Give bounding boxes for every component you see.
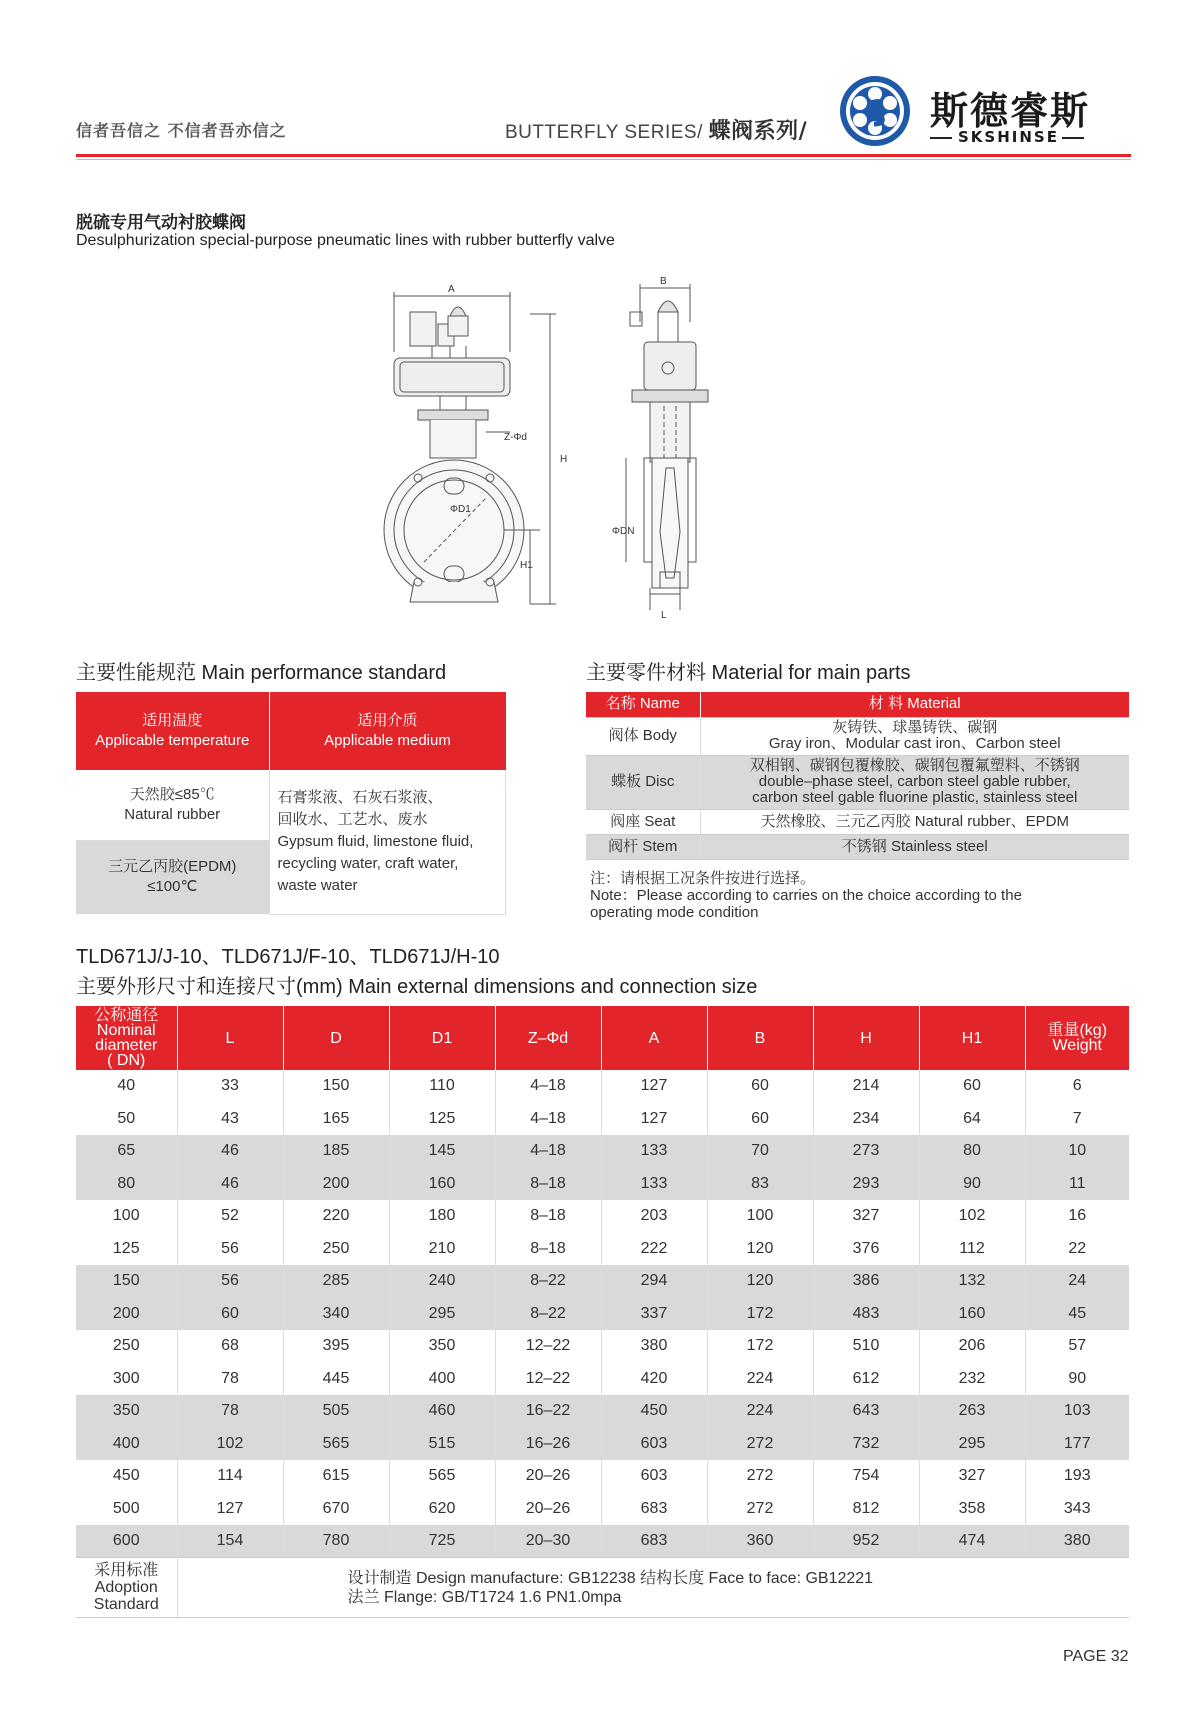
performance-title: 主要性能规范 Main performance standard <box>76 662 447 684</box>
table-cell: 250 <box>283 1233 389 1266</box>
table-row <box>76 1330 1129 1363</box>
header-l: L <box>177 1006 283 1070</box>
material-name: 阀杆 Stem <box>586 834 700 859</box>
material-value <box>700 755 1129 809</box>
dimensions-body <box>76 1070 1129 1558</box>
table-cell: 670 <box>283 1493 389 1526</box>
table-cell: 483 <box>813 1298 919 1331</box>
temp-epdm-cn: 三元乙丙胶(EPDM) <box>108 858 237 876</box>
table-cell: 10 <box>1025 1135 1129 1168</box>
table-cell: 145 <box>389 1135 495 1168</box>
model-numbers: TLD671J/J-10、TLD671J/F-10、TLD671J/H-10 <box>76 946 500 968</box>
table-cell: 78 <box>177 1363 283 1396</box>
table-cell: 193 <box>1025 1460 1129 1493</box>
brand-name-en: SKSHINSE <box>958 128 1059 146</box>
table-cell: 505 <box>283 1395 389 1428</box>
dim-label-dn: ΦDN <box>612 526 635 537</box>
table-cell: 732 <box>813 1428 919 1461</box>
table-row <box>76 1103 1129 1136</box>
standard-label-line: 采用标准 <box>94 1562 159 1579</box>
table-cell: 120 <box>707 1265 813 1298</box>
table-cell: 620 <box>389 1493 495 1526</box>
table-cell: 203 <box>601 1200 707 1233</box>
table-cell: 132 <box>919 1265 1025 1298</box>
table-cell: 57 <box>1025 1330 1129 1363</box>
header-b: B <box>707 1006 813 1070</box>
header-medium-en: Applicable medium <box>324 732 451 749</box>
table-cell: 240 <box>389 1265 495 1298</box>
table-cell: 110 <box>389 1070 495 1103</box>
table-cell: 103 <box>1025 1395 1129 1428</box>
table-cell: 500 <box>76 1493 177 1526</box>
table-cell: 603 <box>601 1428 707 1461</box>
page-number: PAGE 32 <box>1063 1648 1129 1665</box>
table-cell: 68 <box>177 1330 283 1363</box>
table-cell: 293 <box>813 1168 919 1201</box>
header-material: 材 料 Material <box>700 692 1129 717</box>
header-d1: D1 <box>389 1006 495 1070</box>
table-cell: 295 <box>919 1428 1025 1461</box>
table-cell: 133 <box>601 1168 707 1201</box>
table-cell: 120 <box>707 1233 813 1266</box>
table-cell: 295 <box>389 1298 495 1331</box>
temp-epdm-en: ≤100℃ <box>147 878 198 896</box>
table-row <box>76 1200 1129 1233</box>
table-cell: 8–22 <box>495 1298 601 1331</box>
table-row <box>76 1168 1129 1201</box>
table-cell: 125 <box>76 1233 177 1266</box>
table-cell: 460 <box>389 1395 495 1428</box>
header-temperature <box>76 692 269 770</box>
material-line: 灰铸铁、球墨铸铁、碳钢 <box>832 719 998 736</box>
material-row-seat <box>586 809 1129 834</box>
table-cell: 160 <box>919 1298 1025 1331</box>
slogan: 信者吾信之 不信者吾亦信之 <box>76 121 287 140</box>
material-row-disc <box>586 755 1129 809</box>
table-cell: 386 <box>813 1265 919 1298</box>
table-cell: 683 <box>601 1493 707 1526</box>
standard-row <box>76 1558 1129 1618</box>
table-cell: 78 <box>177 1395 283 1428</box>
table-cell: 234 <box>813 1103 919 1136</box>
table-cell: 150 <box>76 1265 177 1298</box>
header-medium-cn: 适用介质 <box>357 712 418 729</box>
table-cell: 337 <box>601 1298 707 1331</box>
brand-rule-right <box>1062 137 1084 139</box>
standard-label-line: Standard <box>93 1596 159 1613</box>
table-cell: 358 <box>919 1493 1025 1526</box>
dim-label-b: B <box>660 276 667 287</box>
medium-en-line: Gypsum fluid, limestone fluid, <box>277 832 474 850</box>
table-cell: 360 <box>707 1525 813 1558</box>
table-cell: 90 <box>919 1168 1025 1201</box>
table-cell: 683 <box>601 1525 707 1558</box>
medium-en-line: recycling water, craft water, <box>277 854 459 872</box>
header-temperature-cn: 适用温度 <box>142 712 203 729</box>
table-cell: 112 <box>919 1233 1025 1266</box>
temp-natural-rubber <box>76 770 269 840</box>
table-cell: 127 <box>601 1103 707 1136</box>
material-row-body <box>586 717 1129 755</box>
materials-header-row <box>586 692 1129 717</box>
table-cell: 12–22 <box>495 1330 601 1363</box>
standard-line: 法兰 Flange: GB/T1724 1.6 PN1.0mpa <box>347 1588 622 1606</box>
table-cell: 200 <box>76 1298 177 1331</box>
table-cell: 60 <box>177 1298 283 1331</box>
table-cell: 125 <box>389 1103 495 1136</box>
table-cell: 43 <box>177 1103 283 1136</box>
table-row <box>76 1265 1129 1298</box>
dim-label-h1: H1 <box>520 560 533 571</box>
table-cell: 46 <box>177 1135 283 1168</box>
header-weight-line: 重量(kg) <box>1047 1022 1108 1039</box>
table-row <box>76 1233 1129 1266</box>
table-cell: 420 <box>601 1363 707 1396</box>
header-a: A <box>601 1006 707 1070</box>
table-cell: 600 <box>76 1525 177 1558</box>
material-name: 阀座 Seat <box>586 809 700 834</box>
table-row <box>76 1070 1129 1103</box>
standard-label-line: Adoption <box>94 1579 158 1596</box>
temp-natural-cn: 天然胶≤85℃ <box>129 785 215 803</box>
material-line: double–phase steel, carbon steel gable rubber, <box>758 773 1071 790</box>
standard-line: 设计制造 Design manufacture: GB12238 结构长度 Face to face: GB12221 <box>347 1569 874 1587</box>
table-cell: 643 <box>813 1395 919 1428</box>
table-cell: 60 <box>919 1070 1025 1103</box>
table-cell: 83 <box>707 1168 813 1201</box>
table-cell: 272 <box>707 1428 813 1461</box>
table-cell: 11 <box>1025 1168 1129 1201</box>
header-name: 名称 Name <box>586 692 700 717</box>
table-cell: 4–18 <box>495 1070 601 1103</box>
table-cell: 16 <box>1025 1200 1129 1233</box>
table-cell: 185 <box>283 1135 389 1168</box>
dim-label-a: A <box>448 284 455 295</box>
table-cell: 725 <box>389 1525 495 1558</box>
table-cell: 165 <box>283 1103 389 1136</box>
series-title <box>505 114 807 145</box>
materials-table <box>586 692 1129 860</box>
table-cell: 350 <box>389 1330 495 1363</box>
brand-name-cn: 斯德睿斯 <box>930 89 1091 133</box>
page-header <box>0 0 1200 165</box>
table-row <box>76 1395 1129 1428</box>
table-cell: 200 <box>283 1168 389 1201</box>
table-cell: 272 <box>707 1460 813 1493</box>
table-cell: 16–22 <box>495 1395 601 1428</box>
table-cell: 65 <box>76 1135 177 1168</box>
table-cell: 46 <box>177 1168 283 1201</box>
table-cell: 16–26 <box>495 1428 601 1461</box>
table-cell: 172 <box>707 1298 813 1331</box>
table-cell: 80 <box>76 1168 177 1201</box>
table-cell: 24 <box>1025 1265 1129 1298</box>
table-cell: 33 <box>177 1070 283 1103</box>
table-cell: 224 <box>707 1395 813 1428</box>
table-row <box>76 1135 1129 1168</box>
table-cell: 20–26 <box>495 1493 601 1526</box>
header-h: H <box>813 1006 919 1070</box>
header-h1: H1 <box>919 1006 1025 1070</box>
table-cell: 272 <box>707 1493 813 1526</box>
table-cell: 327 <box>813 1200 919 1233</box>
table-cell: 222 <box>601 1233 707 1266</box>
header-zd: Z–Φd <box>495 1006 601 1070</box>
note-line: operating mode condition <box>590 904 759 921</box>
series-en: BUTTERFLY SERIES/ <box>505 122 703 143</box>
brand-rule-left <box>930 137 952 139</box>
performance-table <box>76 692 506 915</box>
table-cell: 565 <box>283 1428 389 1461</box>
table-cell: 812 <box>813 1493 919 1526</box>
header-dn <box>76 1006 177 1070</box>
table-cell: 64 <box>919 1103 1025 1136</box>
material-name: 阀体 Body <box>586 717 700 755</box>
table-cell: 100 <box>707 1200 813 1233</box>
table-cell: 40 <box>76 1070 177 1103</box>
table-row <box>76 1428 1129 1461</box>
table-cell: 395 <box>283 1330 389 1363</box>
materials-note <box>590 870 1022 921</box>
dimensions-title: 主要外形尺寸和连接尺寸(mm) Main external dimensions and connection size <box>76 976 758 998</box>
medium-cn-line: 回收水、工艺水、废水 <box>277 810 428 828</box>
brand-logo-icon <box>838 74 912 148</box>
performance-header-row <box>76 692 506 770</box>
material-value: 不锈钢 Stainless steel <box>700 834 1129 859</box>
table-cell: 100 <box>76 1200 177 1233</box>
series-cn: 蝶阀系列/ <box>708 118 808 144</box>
table-cell: 154 <box>177 1525 283 1558</box>
table-cell: 285 <box>283 1265 389 1298</box>
table-cell: 8–18 <box>495 1233 601 1266</box>
table-cell: 780 <box>283 1525 389 1558</box>
table-cell: 22 <box>1025 1233 1129 1266</box>
table-cell: 400 <box>76 1428 177 1461</box>
header-dn-line: diameter <box>95 1037 158 1054</box>
table-cell: 350 <box>76 1395 177 1428</box>
table-cell: 50 <box>76 1103 177 1136</box>
header-dn-line: Nominal <box>96 1022 156 1039</box>
table-cell: 6 <box>1025 1070 1129 1103</box>
header-medium <box>269 692 506 770</box>
table-cell: 380 <box>1025 1525 1129 1558</box>
table-cell: 450 <box>601 1395 707 1428</box>
table-row <box>76 1363 1129 1396</box>
table-cell: 12–22 <box>495 1363 601 1396</box>
dimensions-header-row <box>76 1006 1129 1070</box>
material-name: 蝶板 Disc <box>586 755 700 809</box>
table-cell: 380 <box>601 1330 707 1363</box>
table-cell: 754 <box>813 1460 919 1493</box>
brand-name-en-wrap <box>930 128 1110 148</box>
medium-en-line: waste water <box>277 876 358 894</box>
table-cell: 8–18 <box>495 1168 601 1201</box>
dim-label-d1: ΦD1 <box>450 504 471 515</box>
table-cell: 565 <box>389 1460 495 1493</box>
header-dn-line: 公称通径 <box>94 1007 159 1024</box>
product-title-cn: 脱硫专用气动衬胶蝶阀 <box>76 213 246 233</box>
table-cell: 114 <box>177 1460 283 1493</box>
material-row-stem <box>586 834 1129 859</box>
table-cell: 376 <box>813 1233 919 1266</box>
table-cell: 56 <box>177 1265 283 1298</box>
table-cell: 177 <box>1025 1428 1129 1461</box>
material-value <box>700 717 1129 755</box>
table-cell: 515 <box>389 1428 495 1461</box>
note-line: 注：请根据工况条件按进行选择。 <box>590 870 816 887</box>
header-temperature-en: Applicable temperature <box>95 732 250 749</box>
table-cell: 56 <box>177 1233 283 1266</box>
table-cell: 250 <box>76 1330 177 1363</box>
table-cell: 60 <box>707 1103 813 1136</box>
table-cell: 80 <box>919 1135 1025 1168</box>
material-value: 天然橡胶、三元乙丙胶 Natural rubber、EPDM <box>700 809 1129 834</box>
table-row <box>76 1493 1129 1526</box>
table-cell: 224 <box>707 1363 813 1396</box>
table-cell: 450 <box>76 1460 177 1493</box>
table-cell: 615 <box>283 1460 389 1493</box>
header-dn-line: ( DN) <box>107 1052 146 1069</box>
table-cell: 8–22 <box>495 1265 601 1298</box>
table-cell: 300 <box>76 1363 177 1396</box>
dim-label-h: H <box>560 454 568 465</box>
table-cell: 340 <box>283 1298 389 1331</box>
header-divider-thin <box>76 159 1131 160</box>
valve-technical-drawing <box>380 272 760 632</box>
table-cell: 220 <box>283 1200 389 1233</box>
table-row <box>76 1460 1129 1493</box>
table-cell: 510 <box>813 1330 919 1363</box>
table-cell: 273 <box>813 1135 919 1168</box>
table-row <box>76 1525 1129 1558</box>
header-weight <box>1025 1006 1129 1070</box>
table-cell: 210 <box>389 1233 495 1266</box>
table-cell: 603 <box>601 1460 707 1493</box>
table-cell: 172 <box>707 1330 813 1363</box>
table-cell: 20–26 <box>495 1460 601 1493</box>
temp-natural-en: Natural rubber <box>124 805 221 823</box>
standard-text <box>177 1558 1129 1618</box>
table-cell: 206 <box>919 1330 1025 1363</box>
note-line: Note：Please according to carries on the choice according to the <box>590 887 1022 904</box>
medium-list <box>269 770 506 914</box>
table-cell: 343 <box>1025 1493 1129 1526</box>
table-cell: 294 <box>601 1265 707 1298</box>
header-weight-line: Weight <box>1052 1037 1102 1054</box>
table-cell: 180 <box>389 1200 495 1233</box>
table-cell: 214 <box>813 1070 919 1103</box>
table-cell: 127 <box>177 1493 283 1526</box>
material-line: carbon steel gable fluorine plastic, stainless steel <box>752 789 1078 806</box>
table-cell: 102 <box>177 1428 283 1461</box>
table-cell: 8–18 <box>495 1200 601 1233</box>
table-cell: 127 <box>601 1070 707 1103</box>
table-cell: 232 <box>919 1363 1025 1396</box>
header-divider <box>76 154 1131 157</box>
table-cell: 7 <box>1025 1103 1129 1136</box>
table-cell: 160 <box>389 1168 495 1201</box>
table-cell: 474 <box>919 1525 1025 1558</box>
table-cell: 45 <box>1025 1298 1129 1331</box>
table-row <box>76 1298 1129 1331</box>
dimensions-table <box>76 1006 1129 1618</box>
table-cell: 102 <box>919 1200 1025 1233</box>
table-cell: 400 <box>389 1363 495 1396</box>
table-cell: 952 <box>813 1525 919 1558</box>
table-cell: 445 <box>283 1363 389 1396</box>
dim-label-zd: Z-Φd <box>504 432 527 443</box>
dim-label-l: L <box>661 610 667 621</box>
table-cell: 20–30 <box>495 1525 601 1558</box>
material-line: 双相钢、碳钢包覆橡胶、碳钢包覆氟塑料、不锈钢 <box>749 757 1080 774</box>
header-d: D <box>283 1006 389 1070</box>
table-cell: 4–18 <box>495 1103 601 1136</box>
table-cell: 327 <box>919 1460 1025 1493</box>
table-cell: 133 <box>601 1135 707 1168</box>
table-cell: 90 <box>1025 1363 1129 1396</box>
table-cell: 52 <box>177 1200 283 1233</box>
table-cell: 150 <box>283 1070 389 1103</box>
product-title-en: Desulphurization special-purpose pneumatic lines with rubber butterfly valve <box>76 232 615 249</box>
performance-row-natural <box>76 770 506 840</box>
material-line: Gray iron、Modular cast iron、Carbon steel <box>768 735 1061 752</box>
temp-epdm <box>76 840 269 914</box>
medium-cn-line: 石膏浆液、石灰石浆液、 <box>277 788 443 806</box>
table-cell: 60 <box>707 1070 813 1103</box>
standard-label <box>76 1558 177 1618</box>
table-cell: 263 <box>919 1395 1025 1428</box>
table-cell: 4–18 <box>495 1135 601 1168</box>
table-cell: 70 <box>707 1135 813 1168</box>
materials-title: 主要零件材料 Material for main parts <box>586 662 911 684</box>
table-cell: 612 <box>813 1363 919 1396</box>
